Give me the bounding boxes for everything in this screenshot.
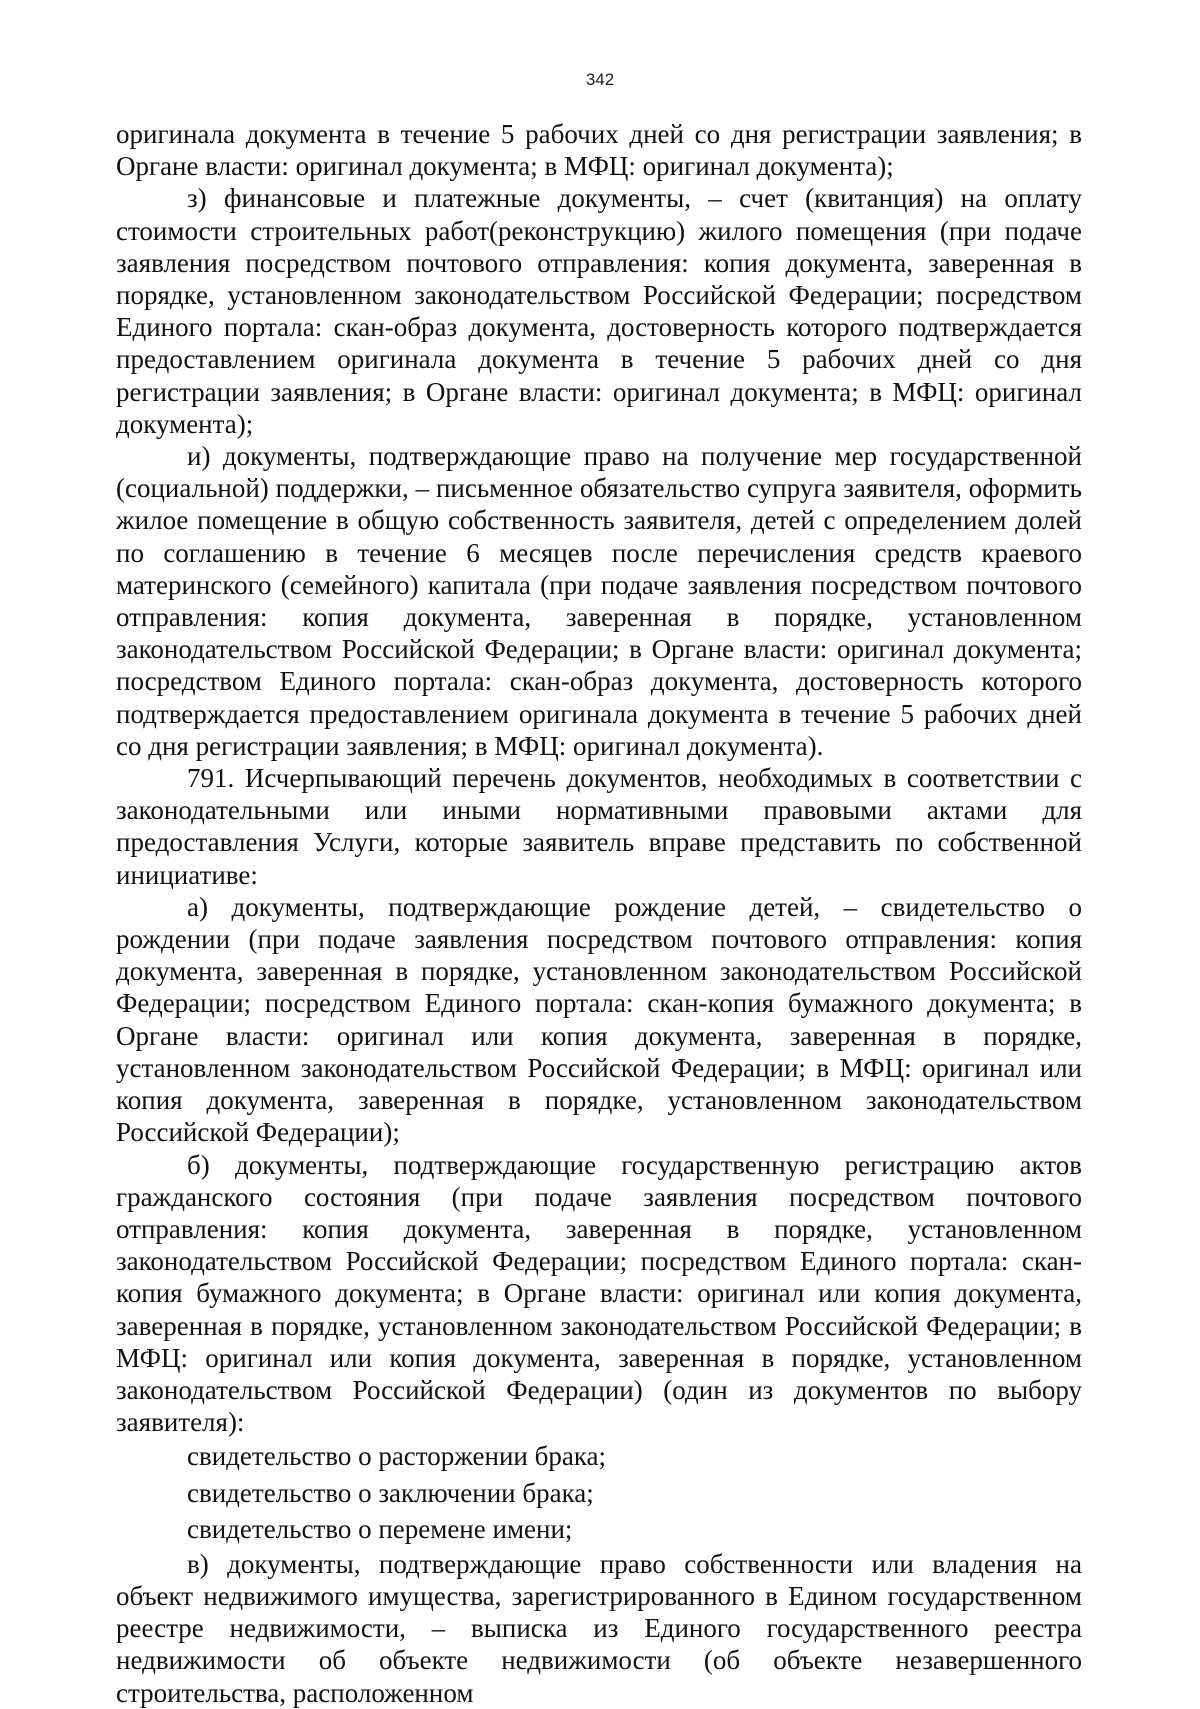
paragraph-791: 791. Исчерпывающий перечень документов, необходимых в соответствии с законодательными или иными нормативными правовыми актами для предоставления Услуги, которые заявитель вправе представить по собственной инициативе: [116,763,1082,890]
paragraph-item-i: и) документы, подтверждающие право на получение мер государственной (социальной) поддержки, – письменное обязательство супруга заявителя, оформить жилое помещение в общую собственность заявителя, детей с определением долей по соглашению в течение 6 месяцев после перечисления средств краевого материнского (семейного) капитала (при подаче заявления посредством почтового отправления: копия документа, заверенная в порядке, установленном законодательством Российской Федерации; в Органе власти: оригинал документа; посредством Единого портала: скан-образ документа, достоверность которого подтверждается предоставлением оригинала документа в течение 5 рабочих дней со дня регистрации заявления; в МФЦ: оригинал документа). [116,441,1082,761]
list-item-name-change-certificate: свидетельство о перемене имени; [187,1514,573,1545]
paragraph-item-b: б) документы, подтверждающие государственную регистрацию актов гражданского состояния (при подаче заявления посредством почтового отправления: копия документа, заверенная в порядке, установленном законодательством Российской Федерации; посредством Единого портала: скан-копия бумажного документа; в Органе власти: оригинал или копия документа, заверенная в порядке, установленном законодательством Российской Федерации; в МФЦ: оригинал или копия документа, заверенная в порядке, установленном законодательством Российской Федерации) (один из документов по выбору заявителя): [116,1149,1082,1438]
list-item-divorce-certificate: свидетельство о расторжении брака; [187,1441,607,1472]
document-body [116,118,1082,1709]
page-number: 342 [585,70,615,89]
paragraph-continuation: оригинала документа в течение 5 рабочих дней со дня регистрации заявления; в Органе власти: оригинал документа; в МФЦ: оригинал документа); [116,119,1082,182]
paragraph-item-z: з) финансовые и платежные документы, – счет (квитанция) на оплату стоимости строительных работ(реконструкцию) жилого помещения (при подаче заявления посредством почтового отправления: копия документа, заверенная в порядке, установленном законодательством Российской Федерации; посредством Единого портала: скан-образ документа, достоверность которого подтверждается предоставлением оригинала документа в течение 5 рабочих дней со дня регистрации заявления; в Органе власти: оригинал документа; в МФЦ: оригинал документа); [116,183,1082,439]
paragraph-item-v: в) документы, подтверждающие право собственности или владения на объект недвижимого имущества, зарегистрированного в Едином государственном реестре недвижимости, – выписка из Единого государственного реестра недвижимости об объекте недвижимости (об объекте незавершенного строительства, расположенном [116,1548,1082,1708]
paragraph-item-a: а) документы, подтверждающие рождение детей, – свидетельство о рождении (при подаче заявления посредством почтового отправления: копия документа, заверенная в порядке, установленном законодательством Российской Федерации; посредством Единого портала: скан-копия бумажного документа; в Органе власти: оригинал или копия документа, заверенная в порядке, установленном законодательством Российской Федерации; в МФЦ: оригинал или копия документа, заверенная в порядке, установленном законодательством Российской Федерации); [116,891,1082,1148]
list-item-marriage-certificate: свидетельство о заключении брака; [187,1477,594,1508]
